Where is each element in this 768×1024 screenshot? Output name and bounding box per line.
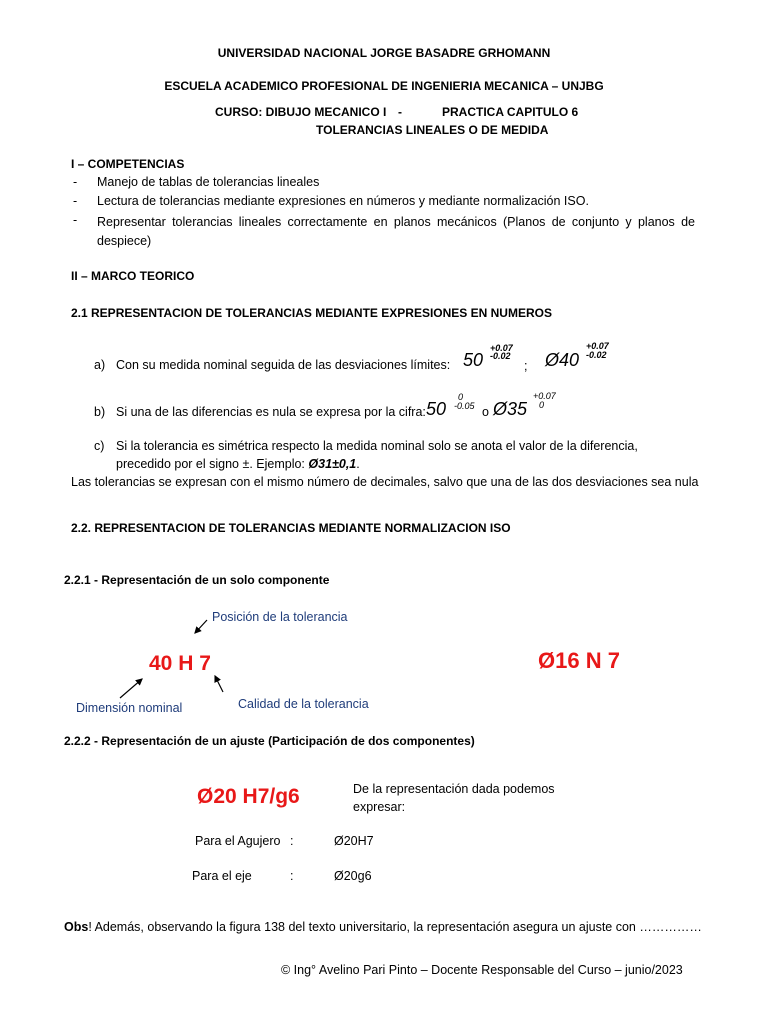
item-a-marker: a) [94, 358, 106, 372]
item-c-line2-pre: precedido por el signo ±. Ejemplo: [116, 457, 309, 471]
shaft-colon: : [290, 869, 294, 883]
practice-title: PRACTICA CAPITULO 6 [442, 105, 579, 119]
example-b2-value: Ø35 [493, 399, 528, 419]
label-quality: Calidad de la tolerancia [238, 697, 369, 711]
section-2-2-2-heading: 2.2.2 - Representación de un ajuste (Participación de dos componentes) [64, 734, 475, 748]
university-title: UNIVERSIDAD NACIONAL JORGE BASADRE GRHOMANN [217, 46, 551, 60]
footer-credit: © Ing° Avelino Pari Pinto – Docente Responsable del Curso – junio/2023 [281, 963, 683, 977]
section-2-2-1-heading: 2.2.1 - Representación de un solo componente [64, 573, 330, 587]
bullet-dash: - [73, 194, 78, 208]
section-2-1-heading: 2.1 REPRESENTACION DE TOLERANCIAS MEDIANTE EXPRESIONES EN NUMEROS [71, 306, 552, 320]
competencias-heading: I – COMPETENCIAS [71, 157, 185, 171]
item-c-example: Ø31±0,1 [308, 457, 357, 471]
item-b-marker: b) [94, 405, 106, 419]
competencia-item: Lectura de tolerancias mediante expresiones en números y mediante normalización ISO. [97, 194, 589, 208]
example-separator: ; [524, 359, 528, 373]
item-c-line2-post: . [356, 457, 360, 471]
item-c-marker: c) [94, 439, 105, 453]
item-b-text: Si una de las diferencias es nula se expresa por la cifra: [116, 405, 426, 419]
marco-heading: II – MARCO TEORICO [71, 269, 195, 283]
bullet-dash: - [73, 175, 78, 189]
example-b1-value: 50 [426, 399, 447, 419]
header-separator: - [398, 105, 402, 119]
example-b1-lower: -0.05 [454, 401, 475, 411]
example-a2-upper: +0.07 [586, 341, 609, 351]
arrow-position-icon [195, 620, 207, 633]
observation-label: Obs [64, 920, 89, 934]
arrow-quality-icon [215, 676, 223, 692]
label-dimension: Dimensión nominal [76, 701, 183, 715]
observation [64, 920, 702, 934]
fit-desc-line1: De la representación dada podemos [353, 782, 555, 796]
competencia-item: Representar tolerancias lineales correctamente en planos mecánicos (Planos de conjunto y planos de despiece) [97, 215, 695, 248]
course-title: CURSO: DIBUJO MECANICO I [215, 105, 387, 119]
example-a1-value: 50 [463, 350, 484, 370]
iso-example-main: 40 H 7 [149, 652, 211, 675]
iso-example-second: Ø16 N 7 [538, 648, 620, 673]
decimals-note: Las tolerancias se expresan con el mismo número de decimales, salvo que una de las dos desviaciones sea nula [71, 475, 699, 489]
example-b1-upper: 0 [458, 392, 464, 402]
example-a2-lower: -0.02 [586, 350, 607, 360]
bullet-dash: - [73, 213, 78, 227]
label-position: Posición de la tolerancia [212, 610, 348, 624]
example-b2-lower: 0 [539, 400, 545, 410]
example-a1-lower: -0.02 [490, 351, 511, 361]
example-conjunction: o [482, 405, 489, 419]
item-c-line1: Si la tolerancia es simétrica respecto la medida nominal solo se anota el valor de la diferencia, [116, 439, 638, 453]
shaft-value: Ø20g6 [334, 869, 372, 883]
example-a2-value: Ø40 [545, 350, 580, 370]
arrow-dimension-icon [120, 679, 142, 698]
example-a1-upper: +0.07 [490, 343, 513, 353]
hole-colon: : [290, 834, 294, 848]
section-2-2-heading: 2.2. REPRESENTACION DE TOLERANCIAS MEDIANTE NORMALIZACION ISO [71, 521, 511, 535]
topic-title: TOLERANCIAS LINEALES O DE MEDIDA [316, 123, 549, 137]
hole-value: Ø20H7 [334, 834, 374, 848]
school-title: ESCUELA ACADEMICO PROFESIONAL DE INGENIERIA MECANICA – UNJBG [164, 79, 604, 93]
fit-example: Ø20 H7/g6 [197, 785, 300, 808]
item-a-text: Con su medida nominal seguida de las desviaciones límites: [116, 358, 451, 372]
competencia-item: Manejo de tablas de tolerancias lineales [97, 175, 320, 189]
shaft-label: Para el eje [192, 869, 252, 883]
example-b2-upper: +0.07 [533, 391, 556, 401]
observation-text: ! Además, observando la figura 138 del texto universitario, la representación asegura un ajuste con …………… [88, 920, 702, 934]
hole-label: Para el Agujero [195, 834, 281, 848]
fit-desc-line2: expresar: [353, 800, 406, 814]
